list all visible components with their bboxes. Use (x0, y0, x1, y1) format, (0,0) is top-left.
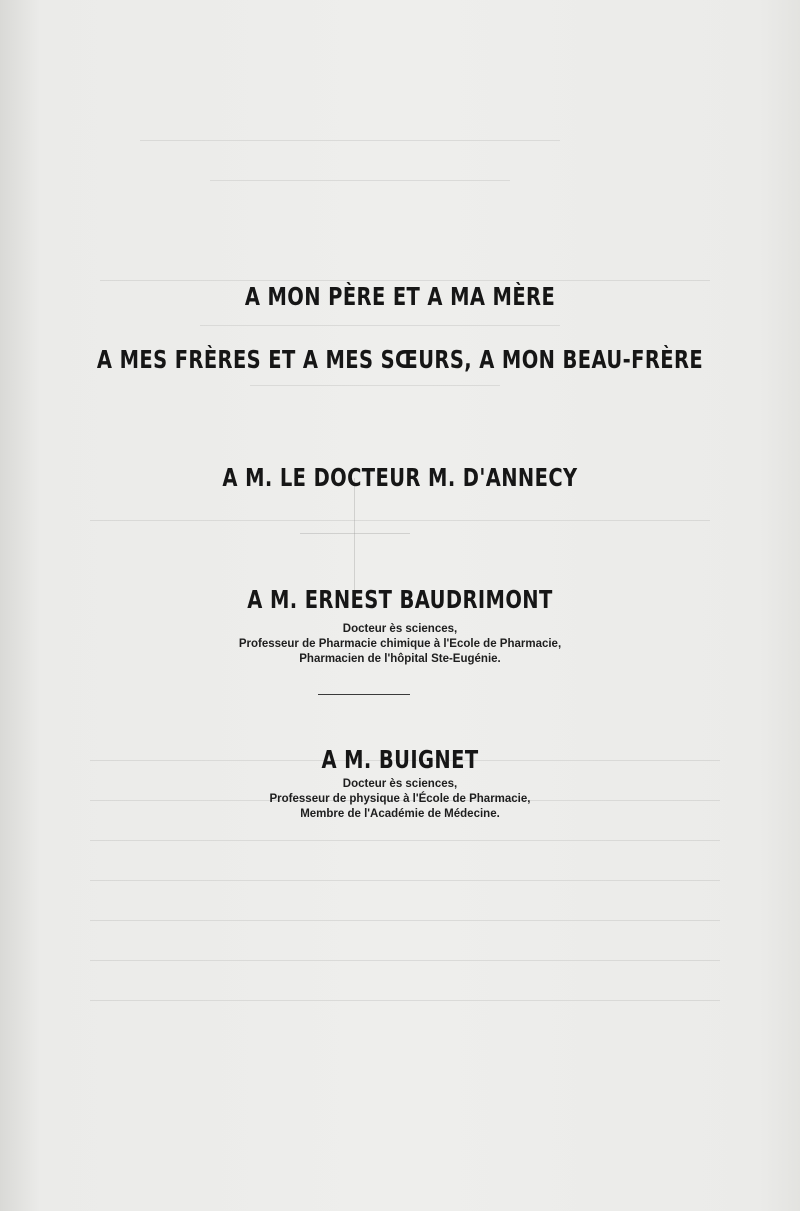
credential-line: Professeur de physique à l'École de Pharmacie, (269, 793, 531, 805)
show-through-rule (354, 478, 355, 598)
credential-line: Membre de l'Académie de Médecine. (300, 808, 500, 820)
dedication-buignet: A M. BUIGNET (321, 745, 479, 774)
credential-line: Docteur ès sciences, (342, 623, 458, 635)
dedication-baudrimont: A M. ERNEST BAUDRIMONT (247, 585, 553, 614)
show-through-rule (300, 533, 410, 534)
dedication-parents: A MON PÈRE ET A MA MÈRE (244, 282, 556, 311)
section-divider (318, 694, 410, 695)
credential-line: Professeur de Pharmacie chimique à l'Ecole de Pharmacie, (238, 638, 562, 650)
dedication-docteur-annecy: A M. LE DOCTEUR M. D'ANNECY (222, 463, 578, 492)
baudrimont-credentials (0, 622, 800, 667)
credential-line: Pharmacien de l'hôpital Ste-Eugénie. (299, 653, 501, 665)
buignet-credentials (0, 777, 800, 822)
credential-line: Docteur ès sciences, (342, 778, 458, 790)
dedication-siblings: A MES FRÈRES ET A MES SŒURS, A MON BEAU-FRÈRE (96, 345, 704, 374)
show-through-texture (80, 120, 730, 1020)
